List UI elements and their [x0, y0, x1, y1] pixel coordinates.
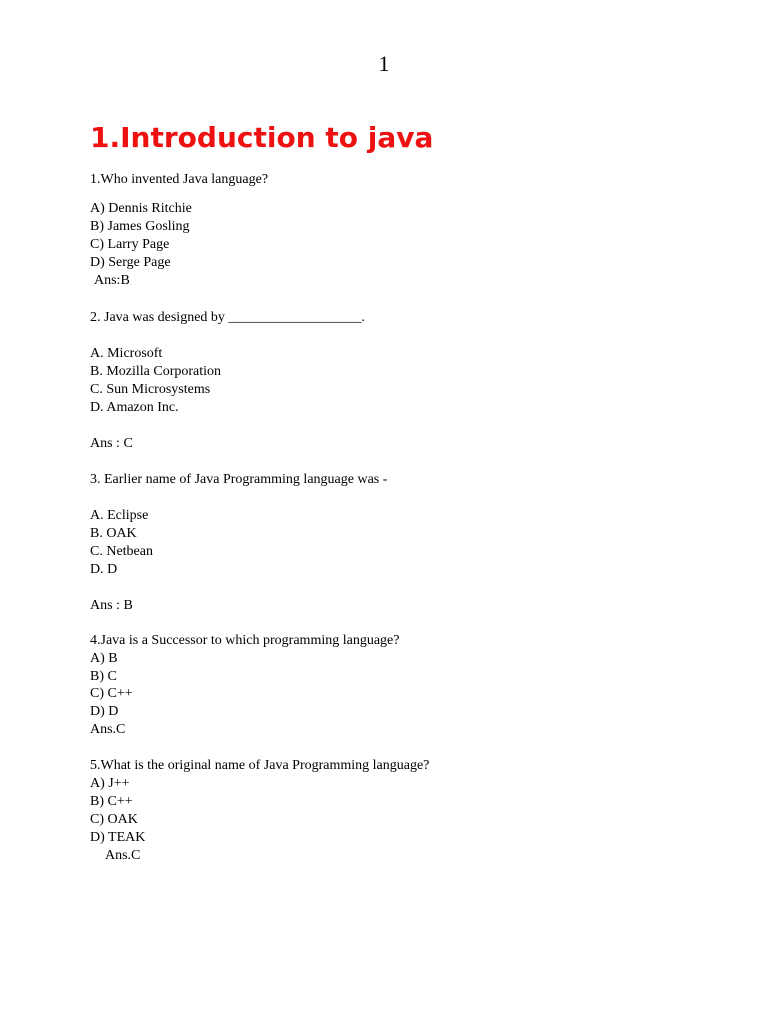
question-1-text: 1.Who invented Java language?: [90, 172, 269, 187]
question-5-text: 5.What is the original name of Java Programming language?: [90, 758, 430, 773]
question-1-answer: Ans:B: [94, 273, 130, 288]
question-4-option-d: D) D: [90, 704, 119, 719]
question-5-option-a: A) J++: [90, 776, 130, 791]
question-3-text: 3. Earlier name of Java Programming language was -: [90, 472, 388, 487]
question-1-option-b: B) James Gosling: [90, 219, 190, 234]
question-2-option-a: A. Microsoft: [90, 346, 163, 361]
question-3-option-c: C. Netbean: [90, 544, 153, 559]
question-2-option-b: B. Mozilla Corporation: [90, 364, 222, 379]
question-1-option-a: A) Dennis Ritchie: [90, 201, 192, 216]
question-4-answer: Ans.C: [90, 722, 126, 737]
question-3-option-a: A. Eclipse: [90, 508, 149, 523]
question-3-option-d: D. D: [90, 562, 118, 577]
question-4-option-c: C) C++: [90, 686, 133, 701]
question-3-answer: Ans : B: [90, 598, 133, 613]
question-2-text: 2. Java was designed by ___________________.: [90, 310, 365, 325]
question-1-option-c: C) Larry Page: [90, 237, 170, 252]
question-2-answer: Ans : C: [90, 436, 133, 451]
question-5-option-d: D) TEAK: [90, 830, 146, 845]
question-5-answer: Ans.C: [105, 848, 141, 863]
question-1-option-d: D) Serge Page: [90, 255, 171, 270]
question-5-option-c: C) OAK: [90, 812, 138, 827]
question-4-text: 4.Java is a Successor to which programming language?: [90, 633, 400, 648]
page-title: 1.Introduction to java: [90, 121, 434, 154]
question-5-option-b: B) C++: [90, 794, 133, 809]
question-4-option-a: A) B: [90, 651, 118, 666]
question-4-option-b: B) C: [90, 669, 117, 684]
question-2-option-c: C. Sun Microsystems: [90, 382, 211, 397]
question-3-option-b: B. OAK: [90, 526, 137, 541]
page-number: 1: [378, 51, 390, 76]
question-2-option-d: D. Amazon Inc.: [90, 400, 179, 415]
